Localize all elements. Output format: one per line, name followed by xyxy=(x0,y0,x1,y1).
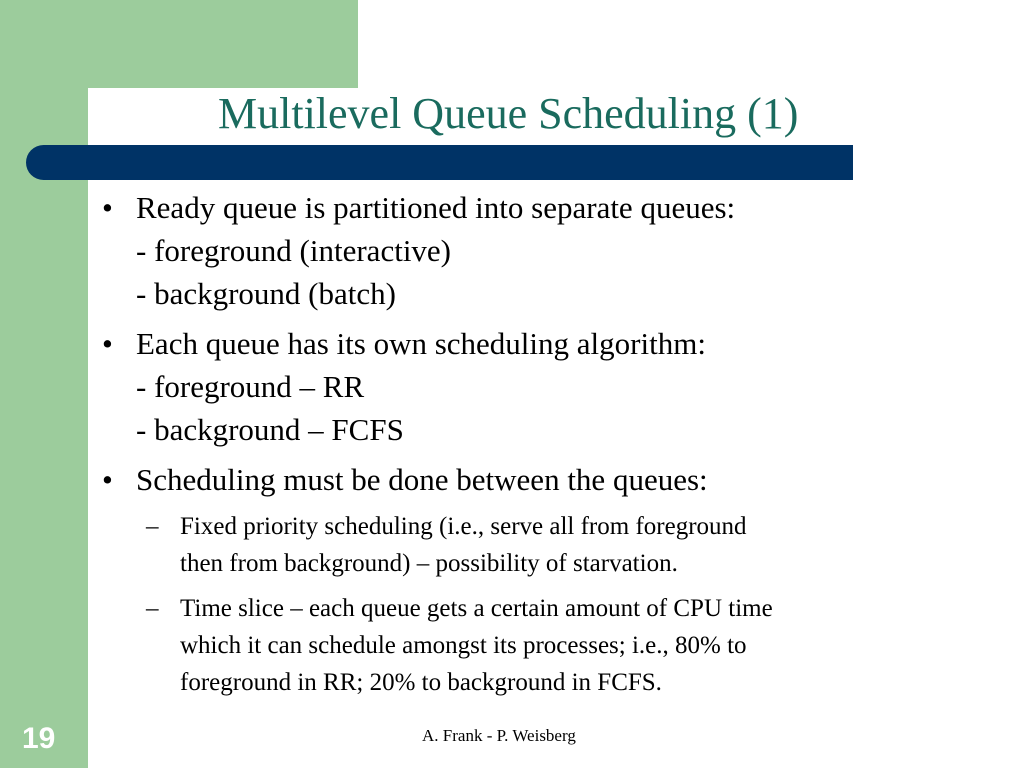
bullet-item xyxy=(96,186,1006,315)
bullet-item xyxy=(96,322,1006,451)
bullet-text: Each queue has its own scheduling algorithm: xyxy=(136,326,706,361)
bullet-line: - foreground (interactive) xyxy=(136,233,452,268)
sub-bullet-line: foreground in RR; 20% to background in FCFS. xyxy=(180,669,662,696)
header-panel xyxy=(0,0,358,88)
sub-bullet-line: Fixed priority scheduling (i.e., serve all from foreground xyxy=(180,513,747,540)
bullet-line: - background (batch) xyxy=(136,276,396,311)
slide-body xyxy=(96,186,1006,709)
title-underline-bar xyxy=(26,145,853,180)
sub-bullet-line: then from background) – possibility of starvation. xyxy=(180,550,678,577)
bullet-text: Scheduling must be done between the queues: xyxy=(136,462,708,497)
page-number: 19 xyxy=(22,722,56,755)
bullet-marker: • xyxy=(102,462,113,497)
sub-bullet-marker: – xyxy=(146,513,159,540)
bullet-text: Ready queue is partitioned into separate queues: xyxy=(136,190,736,225)
sub-bullet-item xyxy=(96,590,1006,701)
bullet-line: - background – FCFS xyxy=(136,412,404,447)
sub-bullet-item xyxy=(96,508,1006,582)
bullet-item xyxy=(96,458,1006,501)
bullet-marker: • xyxy=(102,190,113,225)
sub-bullet-line: which it can schedule amongst its processes; i.e., 80% to xyxy=(180,632,747,659)
bullet-marker: • xyxy=(102,326,113,361)
slide-title: Multilevel Queue Scheduling (1) xyxy=(218,89,799,138)
sub-bullet-line: Time slice – each queue gets a certain amount of CPU time xyxy=(180,595,773,622)
side-panel xyxy=(0,0,88,768)
bullet-line: - foreground – RR xyxy=(136,369,365,404)
sub-bullet-marker: – xyxy=(146,595,159,622)
slide-footer: A. Frank - P. Weisberg xyxy=(422,726,576,745)
